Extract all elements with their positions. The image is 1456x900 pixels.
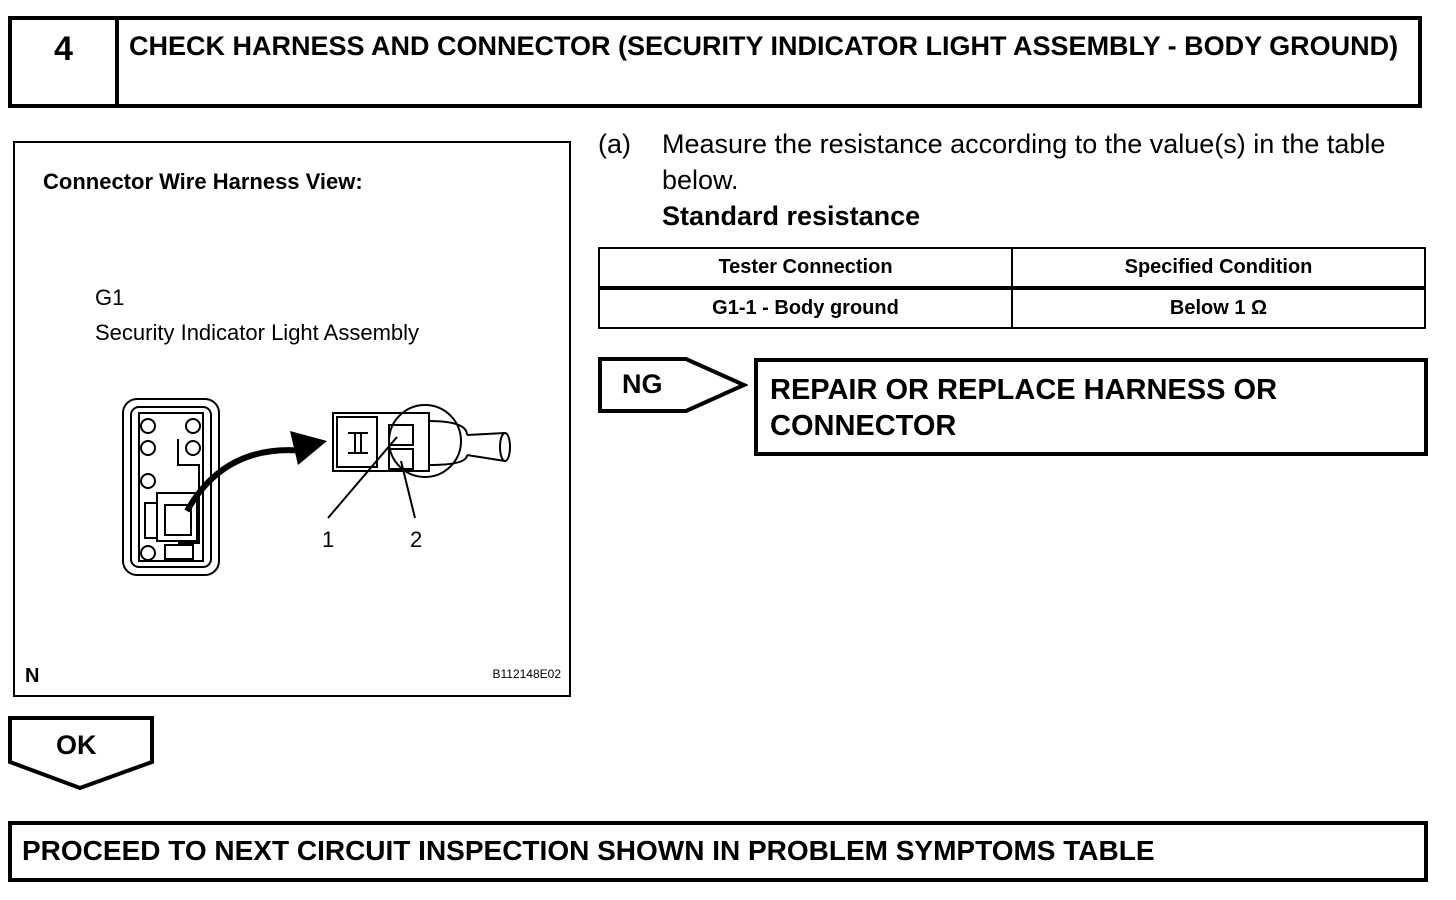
ng-tag bbox=[598, 357, 748, 415]
arrow-drawing bbox=[187, 450, 305, 511]
step-title: CHECK HARNESS AND CONNECTOR (SECURITY INDICATOR LIGHT ASSEMBLY - BODY GROUND) bbox=[129, 31, 1399, 61]
table-header-cell: Specified Condition bbox=[1012, 248, 1425, 288]
spec-table bbox=[598, 247, 1426, 329]
view-mark: N bbox=[25, 665, 40, 687]
ng-result-box: REPAIR OR REPLACE HARNESS OR CONNECTOR bbox=[754, 358, 1428, 456]
table-cell: G1-1 - Body ground bbox=[599, 288, 1012, 328]
harness-connector-drawing bbox=[328, 405, 510, 518]
ok-result-box: PROCEED TO NEXT CIRCUIT INSPECTION SHOWN IN PROBLEM SYMPTOMS TABLE bbox=[8, 821, 1428, 882]
table-header-row bbox=[599, 248, 1425, 288]
instruction-text: Measure the resistance according to the value(s) in the table below. bbox=[662, 129, 1386, 195]
connector-drawing bbox=[15, 143, 569, 695]
instruction bbox=[598, 126, 1428, 234]
illustration-heading: Connector Wire Harness View: bbox=[43, 169, 363, 194]
instruction-subtitle: Standard resistance bbox=[662, 201, 921, 231]
connector-illustration bbox=[13, 141, 571, 697]
table-cell: Below 1 Ω bbox=[1012, 288, 1425, 328]
pin-2-label: 2 bbox=[410, 527, 423, 552]
instruction-marker: (a) bbox=[598, 129, 631, 159]
table-row bbox=[599, 288, 1425, 328]
figure-id: B112148E02 bbox=[492, 667, 561, 681]
ok-tag bbox=[8, 716, 154, 790]
ng-label: NG bbox=[622, 369, 663, 399]
ok-label: OK bbox=[56, 730, 97, 760]
step-number: 4 bbox=[12, 20, 119, 104]
ng-arrow-shape bbox=[598, 357, 748, 415]
step-header bbox=[8, 16, 1422, 108]
connector-code: G1 bbox=[95, 285, 125, 310]
pin-1-label: 1 bbox=[322, 527, 335, 552]
connector-name: Security Indicator Light Assembly bbox=[95, 320, 420, 345]
table-header-cell: Tester Connection bbox=[599, 248, 1012, 288]
